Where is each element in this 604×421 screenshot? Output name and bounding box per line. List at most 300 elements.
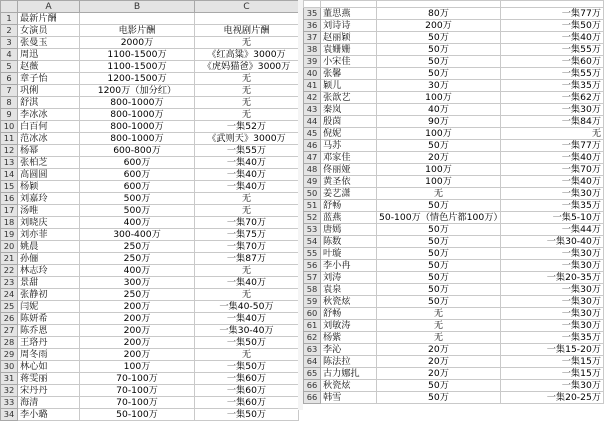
film-fee-cell[interactable]: 250万 <box>80 253 195 265</box>
film-fee-cell[interactable]: 200万 <box>80 325 195 337</box>
tv-fee-cell[interactable]: 一集30-40万 <box>501 236 604 248</box>
film-fee-cell[interactable]: 50万 <box>377 44 501 56</box>
actress-name-cell[interactable]: 孙俪 <box>18 253 80 265</box>
row-header[interactable]: 1 <box>1 13 18 25</box>
tv-fee-cell[interactable]: 一集40万 <box>501 176 604 188</box>
actress-name-cell[interactable]: 林志玲 <box>18 265 80 277</box>
column-header-c[interactable]: C <box>195 1 299 13</box>
actress-name-cell[interactable]: 黄圣依 <box>321 176 377 188</box>
film-fee-cell[interactable]: 50万 <box>377 296 501 308</box>
select-all-corner[interactable] <box>1 1 18 13</box>
film-fee-cell[interactable]: 100万 <box>377 92 501 104</box>
row-header[interactable]: 5 <box>1 61 18 73</box>
cell[interactable] <box>501 1 604 8</box>
table-row <box>304 356 604 368</box>
tv-fee-cell[interactable]: 无 <box>195 205 299 217</box>
row-header[interactable]: 34 <box>1 409 18 421</box>
row-header[interactable]: 22 <box>1 265 18 277</box>
film-fee-cell[interactable]: 1200-1500万 <box>80 73 195 85</box>
film-fee-cell[interactable]: 100万 <box>377 176 501 188</box>
actress-name-cell[interactable]: 闫妮 <box>18 301 80 313</box>
actress-name-cell[interactable]: 袁泉 <box>321 284 377 296</box>
row-header[interactable]: 6 <box>1 73 18 85</box>
actress-name-cell[interactable]: 古力娜扎 <box>321 368 377 380</box>
tv-fee-cell[interactable]: 一集70万 <box>195 217 299 229</box>
table-row <box>304 260 604 272</box>
film-fee-cell[interactable]: 20万 <box>377 152 501 164</box>
row-header[interactable]: 19 <box>1 229 18 241</box>
row-header[interactable]: 44 <box>304 116 321 128</box>
row-header[interactable]: 17 <box>1 205 18 217</box>
actress-name-cell[interactable]: 刘嘉玲 <box>18 193 80 205</box>
film-fee-cell[interactable]: 400万 <box>80 217 195 229</box>
film-fee-cell[interactable]: 50万 <box>377 200 501 212</box>
row-header[interactable]: 21 <box>1 253 18 265</box>
row-header[interactable]: 56 <box>304 260 321 272</box>
tv-fee-cell[interactable]: 无 <box>195 73 299 85</box>
tv-fee-cell[interactable]: 一集40万 <box>195 313 299 325</box>
actress-name-cell[interactable]: 王珞丹 <box>18 337 80 349</box>
film-fee-cell[interactable]: 50-100万（情色片都100万） <box>377 212 501 224</box>
actress-name-cell[interactable]: 邓家佳 <box>321 152 377 164</box>
row-header[interactable]: 4 <box>1 49 18 61</box>
film-fee-cell[interactable]: 800-1000万 <box>80 109 195 121</box>
actress-name-cell[interactable]: 汤唯 <box>18 205 80 217</box>
tv-fee-cell[interactable]: 无 <box>195 97 299 109</box>
actress-name-cell[interactable]: 舒畅 <box>321 308 377 320</box>
tv-fee-cell[interactable]: 一集60万 <box>501 56 604 68</box>
actress-name-cell[interactable]: 刘亦菲 <box>18 229 80 241</box>
actress-name-cell[interactable]: 姚晨 <box>18 241 80 253</box>
tv-fee-cell[interactable]: 一集77万 <box>501 140 604 152</box>
tv-fee-cell[interactable]: 无 <box>195 37 299 49</box>
row-header[interactable]: 65 <box>304 368 321 380</box>
film-fee-cell[interactable] <box>80 13 195 25</box>
row-header[interactable]: 25 <box>1 301 18 313</box>
table-row <box>304 368 604 380</box>
actress-name-cell[interactable]: 杨颖 <box>18 181 80 193</box>
tv-fee-cell[interactable]: 一集77万 <box>501 8 604 20</box>
film-fee-cell[interactable]: 20万 <box>377 356 501 368</box>
actress-name-cell[interactable]: 唐嫣 <box>321 224 377 236</box>
row-header[interactable]: 18 <box>1 217 18 229</box>
column-header-b[interactable]: B <box>80 1 195 13</box>
tv-fee-cell[interactable]: 电视剧片酬 <box>195 25 299 37</box>
table-row <box>304 272 604 284</box>
column-header-a[interactable]: A <box>18 1 80 13</box>
actress-name-cell[interactable]: 刘涛 <box>321 272 377 284</box>
actress-name-cell[interactable]: 颖儿 <box>321 80 377 92</box>
row-header[interactable]: 57 <box>304 272 321 284</box>
actress-name-cell[interactable]: 张曼玉 <box>18 37 80 49</box>
film-fee-cell[interactable]: 800-1000万 <box>80 133 195 145</box>
table-row <box>1 373 299 385</box>
film-fee-cell[interactable]: 50万 <box>377 248 501 260</box>
film-fee-cell[interactable]: 100万 <box>80 361 195 373</box>
film-fee-cell[interactable]: 200万 <box>80 349 195 361</box>
row-header[interactable]: 11 <box>1 133 18 145</box>
row-header[interactable]: 46 <box>304 140 321 152</box>
tv-fee-cell[interactable]: 一集30万 <box>501 308 604 320</box>
film-fee-cell[interactable]: 800-1000万 <box>80 97 195 109</box>
tv-fee-cell[interactable]: 一集30-40万 <box>195 325 299 337</box>
row-header[interactable]: 43 <box>304 104 321 116</box>
row-header[interactable]: 55 <box>304 248 321 260</box>
tv-fee-cell[interactable]: 无 <box>195 193 299 205</box>
film-fee-cell[interactable]: 40万 <box>377 104 501 116</box>
actress-name-cell[interactable]: 秋瓷炫 <box>321 296 377 308</box>
tv-fee-cell[interactable]: 一集87万 <box>195 253 299 265</box>
actress-name-cell[interactable]: 张歆艺 <box>321 92 377 104</box>
row-header[interactable]: 64 <box>304 356 321 368</box>
film-fee-cell[interactable]: 300-400万 <box>80 229 195 241</box>
film-fee-cell[interactable]: 50万 <box>377 140 501 152</box>
right-spreadsheet-panel <box>303 0 603 410</box>
table-row <box>1 301 299 313</box>
tv-fee-cell[interactable]: 一集30万 <box>501 296 604 308</box>
actress-name-cell[interactable]: 佟丽娅 <box>321 164 377 176</box>
tv-fee-cell[interactable]: 《武则天》3000万 <box>195 133 299 145</box>
row-header[interactable]: 31 <box>1 373 18 385</box>
tv-fee-cell[interactable]: 《虎妈猫爸》3000万 <box>195 61 299 73</box>
tv-fee-cell[interactable]: 《红高粱》3000万 <box>195 49 299 61</box>
actress-name-cell[interactable]: 姜艺潇 <box>321 188 377 200</box>
row-header[interactable]: 14 <box>1 169 18 181</box>
tv-fee-cell[interactable]: 一集50万 <box>195 337 299 349</box>
row-header[interactable]: 66 <box>304 380 321 392</box>
film-fee-cell[interactable]: 600-800万 <box>80 145 195 157</box>
film-fee-cell[interactable]: 无 <box>377 320 501 332</box>
row-header[interactable]: 52 <box>304 212 321 224</box>
row-header[interactable]: 27 <box>1 325 18 337</box>
actress-name-cell[interactable]: 宋丹丹 <box>18 385 80 397</box>
tv-fee-cell[interactable]: 一集20-25万 <box>501 392 604 404</box>
actress-name-cell[interactable]: 李小冉 <box>321 260 377 272</box>
tv-fee-cell[interactable]: 一集84万 <box>501 116 604 128</box>
film-fee-cell[interactable]: 600万 <box>80 157 195 169</box>
film-fee-cell[interactable]: 200万 <box>80 301 195 313</box>
tv-fee-cell[interactable]: 一集40-50万 <box>195 301 299 313</box>
film-fee-cell[interactable]: 1200万（加分红） <box>80 85 195 97</box>
tv-fee-cell[interactable] <box>195 13 299 25</box>
film-fee-cell[interactable]: 600万 <box>80 169 195 181</box>
tv-fee-cell[interactable]: 一集40万 <box>195 181 299 193</box>
row-header[interactable]: 45 <box>304 128 321 140</box>
film-fee-cell[interactable]: 500万 <box>80 193 195 205</box>
tv-fee-cell[interactable]: 一集55万 <box>195 145 299 157</box>
table-row <box>304 248 604 260</box>
tv-fee-cell[interactable]: 一集40万 <box>195 169 299 181</box>
tv-fee-cell[interactable]: 一集50万 <box>501 20 604 32</box>
row-header[interactable]: 35 <box>304 8 321 20</box>
row-header[interactable]: 12 <box>1 145 18 157</box>
actress-name-cell[interactable]: 最新片酬 <box>18 13 80 25</box>
row-header[interactable]: 10 <box>1 121 18 133</box>
film-fee-cell[interactable]: 80万 <box>377 8 501 20</box>
actress-name-cell[interactable]: 陈数 <box>321 236 377 248</box>
tv-fee-cell[interactable]: 一集62万 <box>501 92 604 104</box>
tv-fee-cell[interactable]: 一集30万 <box>501 248 604 260</box>
actress-name-cell[interactable]: 章子怡 <box>18 73 80 85</box>
actress-name-cell[interactable]: 高圆圆 <box>18 169 80 181</box>
film-fee-cell[interactable]: 无 <box>377 332 501 344</box>
film-fee-cell[interactable]: 50万 <box>377 284 501 296</box>
row-header[interactable]: 2 <box>1 25 18 37</box>
tv-fee-cell[interactable]: 一集70万 <box>501 164 604 176</box>
film-fee-cell[interactable]: 50万 <box>377 56 501 68</box>
row-header[interactable]: 63 <box>304 344 321 356</box>
film-fee-cell[interactable]: 90万 <box>377 116 501 128</box>
partial-row-top <box>304 1 604 8</box>
tv-fee-cell[interactable]: 一集15-20万 <box>501 344 604 356</box>
row-header[interactable]: 20 <box>1 241 18 253</box>
actress-name-cell[interactable]: 张静初 <box>18 289 80 301</box>
actress-name-cell[interactable]: 马苏 <box>321 140 377 152</box>
tv-fee-cell[interactable]: 一集40万 <box>195 157 299 169</box>
actress-name-cell[interactable]: 巩俐 <box>18 85 80 97</box>
actress-name-cell[interactable]: 海清 <box>18 397 80 409</box>
row-header[interactable]: 58 <box>304 284 321 296</box>
cell[interactable] <box>377 1 501 8</box>
film-fee-cell[interactable]: 50-100万 <box>80 409 195 421</box>
film-fee-cell[interactable]: 200万 <box>377 20 501 32</box>
actress-name-cell[interactable]: 韩雪 <box>321 392 377 404</box>
tv-fee-cell[interactable]: 一集35万 <box>501 332 604 344</box>
table-row <box>304 188 604 200</box>
tv-fee-cell[interactable]: 一集30万 <box>501 380 604 392</box>
actress-name-cell[interactable]: 袁姗姗 <box>321 44 377 56</box>
film-fee-cell[interactable]: 200万 <box>80 337 195 349</box>
tv-fee-cell[interactable]: 一集50万 <box>195 409 299 421</box>
tv-fee-cell[interactable]: 一集30万 <box>501 104 604 116</box>
row-header[interactable]: 30 <box>1 361 18 373</box>
film-fee-cell[interactable]: 20万 <box>377 368 501 380</box>
row-header[interactable]: 16 <box>1 193 18 205</box>
row-header[interactable]: 28 <box>1 337 18 349</box>
tv-fee-cell[interactable]: 一集15万 <box>501 368 604 380</box>
table-row <box>304 392 604 404</box>
actress-name-cell[interactable]: 女演员 <box>18 25 80 37</box>
actress-name-cell[interactable]: 秦岚 <box>321 104 377 116</box>
row-header[interactable]: 29 <box>1 349 18 361</box>
row-header[interactable]: 60 <box>304 308 321 320</box>
film-fee-cell[interactable]: 电影片酬 <box>80 25 195 37</box>
row-header[interactable]: 33 <box>1 397 18 409</box>
film-fee-cell[interactable]: 50万 <box>377 272 501 284</box>
row-header[interactable]: 62 <box>304 332 321 344</box>
row-header[interactable]: 24 <box>1 289 18 301</box>
table-row <box>304 44 604 56</box>
actress-name-cell[interactable]: 董思燕 <box>321 8 377 20</box>
row-header[interactable]: 48 <box>304 164 321 176</box>
tv-fee-cell[interactable]: 一集30万 <box>501 188 604 200</box>
film-fee-cell[interactable]: 无 <box>377 308 501 320</box>
actress-name-cell[interactable]: 舒畅 <box>321 200 377 212</box>
tv-fee-cell[interactable]: 一集40万 <box>195 277 299 289</box>
actress-name-cell[interactable]: 林心如 <box>18 361 80 373</box>
row-header[interactable]: 66 <box>304 392 321 404</box>
row-header[interactable]: 53 <box>304 224 321 236</box>
film-fee-cell[interactable]: 50万 <box>377 32 501 44</box>
column-header-row <box>1 1 299 13</box>
row-header[interactable]: 54 <box>304 236 321 248</box>
tv-fee-cell[interactable]: 一集52万 <box>195 121 299 133</box>
film-fee-cell[interactable]: 50万 <box>377 68 501 80</box>
row-header[interactable]: 59 <box>304 296 321 308</box>
actress-name-cell[interactable]: 刘晓庆 <box>18 217 80 229</box>
row-header[interactable]: 41 <box>304 80 321 92</box>
film-fee-cell[interactable]: 100万 <box>377 164 501 176</box>
actress-name-cell[interactable]: 李小璐 <box>18 409 80 421</box>
tv-fee-cell[interactable]: 一集55万 <box>501 44 604 56</box>
actress-name-cell[interactable]: 倪妮 <box>321 128 377 140</box>
film-fee-cell[interactable]: 50万 <box>377 392 501 404</box>
tv-fee-cell[interactable]: 一集15万 <box>501 356 604 368</box>
actress-name-cell[interactable]: 赵丽颖 <box>321 32 377 44</box>
row-header[interactable]: 47 <box>304 152 321 164</box>
tv-fee-cell[interactable]: 一集55万 <box>501 68 604 80</box>
film-fee-cell[interactable]: 20万 <box>377 344 501 356</box>
actress-name-cell[interactable]: 舒淇 <box>18 97 80 109</box>
actress-name-cell[interactable]: 殷茵 <box>321 116 377 128</box>
tv-fee-cell[interactable]: 一集60万 <box>195 373 299 385</box>
tv-fee-cell[interactable]: 无 <box>195 265 299 277</box>
tv-fee-cell[interactable]: 一集20-35万 <box>501 272 604 284</box>
row-header[interactable]: 15 <box>1 181 18 193</box>
row-header[interactable]: 37 <box>304 32 321 44</box>
row-header[interactable]: 8 <box>1 97 18 109</box>
tv-fee-cell[interactable]: 一集35万 <box>501 200 604 212</box>
film-fee-cell[interactable]: 100万 <box>377 128 501 140</box>
film-fee-cell[interactable]: 50万 <box>377 236 501 248</box>
film-fee-cell[interactable]: 1100-1500万 <box>80 49 195 61</box>
actress-name-cell[interactable]: 李冰冰 <box>18 109 80 121</box>
film-fee-cell[interactable]: 70-100万 <box>80 373 195 385</box>
actress-name-cell[interactable]: 杨紫 <box>321 332 377 344</box>
cell[interactable] <box>321 1 377 8</box>
row-header[interactable]: 13 <box>1 157 18 169</box>
row-header[interactable]: 49 <box>304 176 321 188</box>
actress-name-cell[interactable]: 刘敏涛 <box>321 320 377 332</box>
row-header[interactable]: 39 <box>304 56 321 68</box>
tv-fee-cell[interactable]: 无 <box>195 349 299 361</box>
actress-name-cell[interactable]: 赵薇 <box>18 61 80 73</box>
actress-name-cell[interactable]: 秋瓷炫 <box>321 380 377 392</box>
row-header[interactable]: 32 <box>1 385 18 397</box>
film-fee-cell[interactable]: 70-100万 <box>80 385 195 397</box>
row-header[interactable]: 38 <box>304 44 321 56</box>
row-header[interactable]: 26 <box>1 313 18 325</box>
tv-fee-cell[interactable]: 一集75万 <box>195 229 299 241</box>
tv-fee-cell[interactable]: 无 <box>195 85 299 97</box>
left-sheet-body <box>1 13 299 421</box>
actress-name-cell[interactable]: 陈妍希 <box>18 313 80 325</box>
actress-name-cell[interactable]: 陈乔恩 <box>18 325 80 337</box>
tv-fee-cell[interactable]: 无 <box>195 289 299 301</box>
row-header[interactable]: 7 <box>1 85 18 97</box>
actress-name-cell[interactable]: 蒋雯丽 <box>18 373 80 385</box>
table-row <box>1 133 299 145</box>
actress-name-cell[interactable]: 周冬雨 <box>18 349 80 361</box>
row-header[interactable]: 36 <box>304 20 321 32</box>
film-fee-cell[interactable]: 50万 <box>377 260 501 272</box>
film-fee-cell[interactable]: 50万 <box>377 224 501 236</box>
row-header[interactable]: 23 <box>1 277 18 289</box>
film-fee-cell[interactable]: 50万 <box>377 380 501 392</box>
actress-name-cell[interactable]: 蓝燕 <box>321 212 377 224</box>
actress-name-cell[interactable]: 张馨 <box>321 68 377 80</box>
actress-name-cell[interactable]: 叶璇 <box>321 248 377 260</box>
tv-fee-cell[interactable]: 无 <box>195 109 299 121</box>
actress-name-cell[interactable]: 白百何 <box>18 121 80 133</box>
film-fee-cell[interactable]: 无 <box>377 188 501 200</box>
film-fee-cell[interactable]: 1100-1500万 <box>80 61 195 73</box>
row-header[interactable]: 50 <box>304 188 321 200</box>
table-row <box>1 349 299 361</box>
film-fee-cell[interactable]: 30万 <box>377 80 501 92</box>
row-header[interactable]: 61 <box>304 320 321 332</box>
actress-name-cell[interactable]: 李沁 <box>321 344 377 356</box>
tv-fee-cell[interactable]: 一集30万 <box>501 284 604 296</box>
row-header[interactable]: 51 <box>304 200 321 212</box>
film-fee-cell[interactable]: 800-1000万 <box>80 121 195 133</box>
tv-fee-cell[interactable]: 一集50万 <box>195 361 299 373</box>
actress-name-cell[interactable]: 陈法拉 <box>321 356 377 368</box>
tv-fee-cell[interactable]: 一集40万 <box>501 32 604 44</box>
film-fee-cell[interactable]: 300万 <box>80 277 195 289</box>
film-fee-cell[interactable]: 250万 <box>80 241 195 253</box>
table-row <box>304 284 604 296</box>
table-row <box>1 265 299 277</box>
actress-name-cell[interactable]: 杨幂 <box>18 145 80 157</box>
tv-fee-cell[interactable]: 一集5-10万 <box>501 212 604 224</box>
actress-name-cell[interactable]: 周迅 <box>18 49 80 61</box>
row-header[interactable]: 3 <box>1 37 18 49</box>
table-row <box>304 32 604 44</box>
tv-fee-cell[interactable]: 一集40万 <box>501 152 604 164</box>
film-fee-cell[interactable]: 600万 <box>80 181 195 193</box>
tv-fee-cell[interactable]: 一集70万 <box>195 241 299 253</box>
table-row <box>304 92 604 104</box>
tv-fee-cell[interactable]: 一集35万 <box>501 80 604 92</box>
actress-name-cell[interactable]: 范冰冰 <box>18 133 80 145</box>
table-row <box>304 128 604 140</box>
tv-fee-cell[interactable]: 一集44万 <box>501 224 604 236</box>
tv-fee-cell[interactable]: 一集30万 <box>501 320 604 332</box>
row-header[interactable]: 42 <box>304 92 321 104</box>
actress-name-cell[interactable]: 景甜 <box>18 277 80 289</box>
tv-fee-cell[interactable]: 一集60万 <box>195 385 299 397</box>
film-fee-cell[interactable]: 200万 <box>80 313 195 325</box>
actress-name-cell[interactable]: 小宋佳 <box>321 56 377 68</box>
film-fee-cell[interactable]: 2000万 <box>80 37 195 49</box>
row-header[interactable]: 40 <box>304 68 321 80</box>
table-row <box>304 212 604 224</box>
tv-fee-cell[interactable]: 一集60万 <box>195 397 299 409</box>
actress-name-cell[interactable]: 刘诗诗 <box>321 20 377 32</box>
film-fee-cell[interactable]: 500万 <box>80 205 195 217</box>
tv-fee-cell[interactable]: 一集30万 <box>501 260 604 272</box>
row-header[interactable]: 9 <box>1 109 18 121</box>
film-fee-cell[interactable]: 250万 <box>80 289 195 301</box>
table-row <box>304 224 604 236</box>
table-row <box>1 97 299 109</box>
actress-name-cell[interactable]: 张柏芝 <box>18 157 80 169</box>
table-row <box>1 205 299 217</box>
film-fee-cell[interactable]: 400万 <box>80 265 195 277</box>
tv-fee-cell[interactable]: 无 <box>501 128 604 140</box>
film-fee-cell[interactable]: 70-100万 <box>80 397 195 409</box>
